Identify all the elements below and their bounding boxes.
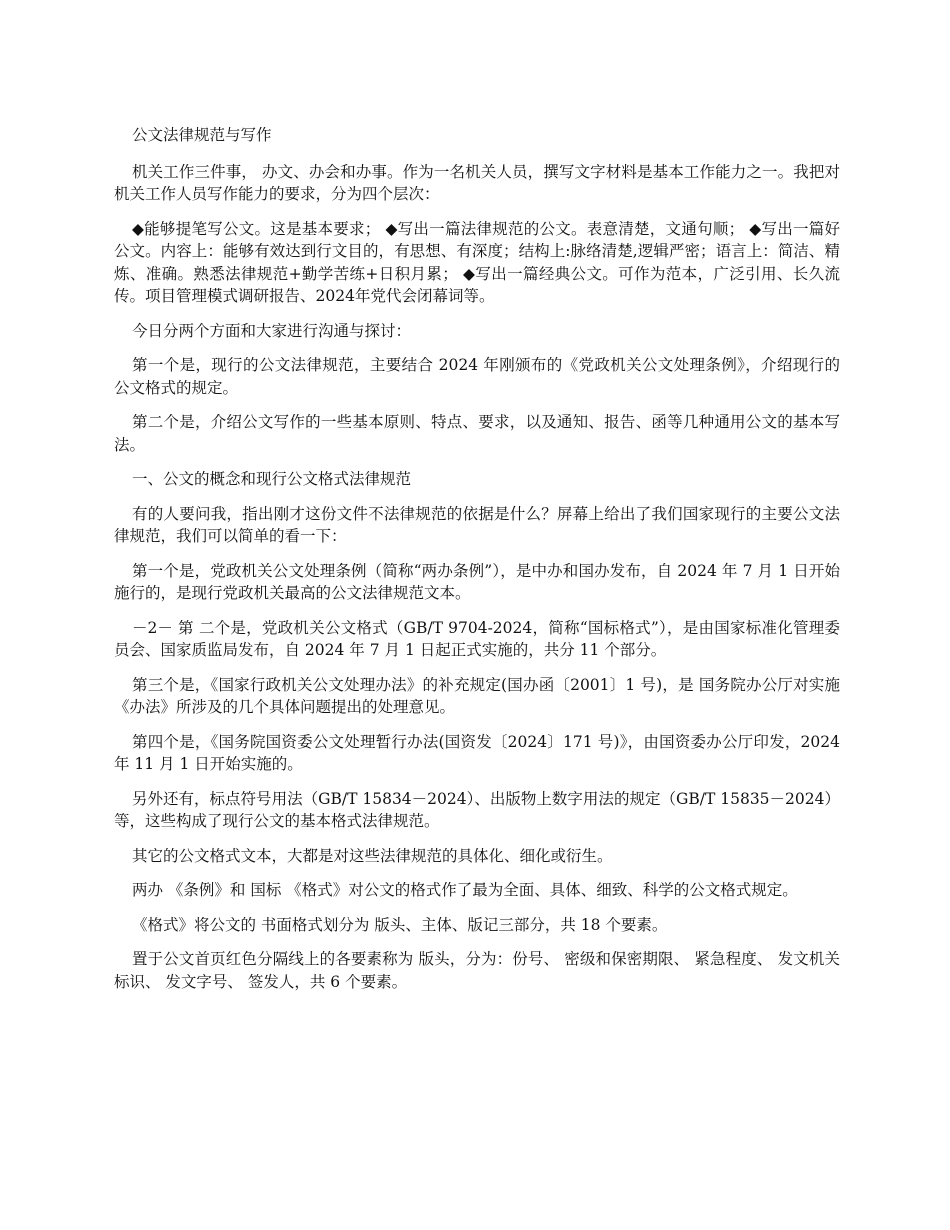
paragraph-1: 机关工作三件事， 办文、办会和办事。作为一名机关人员，撰写文字材料是基本工作能力之一。我把对机关工作人员写作能力的要求，分为四个层次： [114, 162, 840, 203]
document-title: 公文法律规范与写作 [132, 126, 272, 144]
paragraph-11: 第四个是，《国务院国资委公文处理暂行办法(国资发〔2024〕171 号)》，由国资委办公厅印发，2024 年 11 月 1 日开始实施的。 [114, 732, 840, 773]
paragraph-3: 今日分两个方面和大家进行沟通与探讨： [132, 321, 412, 340]
paragraph-16: 置于公文首页红色分隔线上的各要素称为 版头，分为：份号、 密级和保密期限、 紧急程度、 发文机关标识、 发文字号、 签发人，共 6 个要素。 [114, 950, 840, 991]
paragraph-15: 《格式》将公文的 书面格式划分为 版头、主体、版记三部分，共 18 个要素。 [132, 915, 668, 934]
paragraph-14: 两办 《条例》和 国标 《格式》对公文的格式作了最为全面、具体、细致、科学的公文格式规定。 [132, 881, 798, 899]
paragraph-13: 其它的公文格式文本，大都是对这些法律规范的具体化、细化或衍生。 [132, 846, 613, 865]
paragraph-7: 有的人要问我，指出刚才这份文件不法律规范的依据是什么？屏幕上给出了我们国家现行的主要公文法律规范，我们可以简单的看一下： [114, 504, 840, 545]
paragraph-9: －2－ 第 二个是，党政机关公文格式（GB/T 9704-2024，简称“国标格式”），是由国家标准化管理委员会、国家质监局发布，自 2024 年 7 月 1 日起正式实施的，共分 11 个部分。 [114, 618, 840, 659]
paragraph-4: 第一个是，现行的公文法律规范，主要结合 2024 年刚颁布的《党政机关公文处理条例》，介绍现行的公文格式的规定。 [114, 356, 840, 397]
paragraph-8: 第一个是，党政机关公文处理条例（简称“两办条例”），是中办和国办发布，自 2024 年 7 月 1 日开始施行的，是现行党政机关最高的公文法律规范文本。 [114, 561, 840, 602]
paragraph-12: 另外还有，标点符号用法（GB/T 15834－2024）、出版物上数字用法的规定（GB/T 15835－2024）等，这些构成了现行公文的基本格式法律规范。 [114, 789, 840, 830]
paragraph-10: 第三个是，《国家行政机关公文处理办法》的补充规定(国办函〔2001〕1 号)，是 国务院办公厅对实施《办法》所涉及的几个具体问题提出的处理意见。 [114, 675, 840, 716]
paragraph-5: 第二个是，介绍公文写作的一些基本原则、特点、要求，以及通知、报告、函等几种通用公文的基本写法。 [114, 413, 840, 454]
section-heading: 一、公文的概念和现行公文格式法律规范 [132, 470, 412, 488]
paragraph-2: ◆能够提笔写公文。这是基本要求； ◆写出一篇法律规范的公文。表意清楚，文通句顺； ◆写出一篇好公文。内容上：能够有效达到行文目的，有思想、有深度；结构上:脉络清楚,逻辑严密；语言上：简洁、精炼、准确。熟悉法律规范+勤学苦练+日积月累； ◆写出一篇经典公文。可作为范本，广泛引用、长久流传。项目管理模式调研报告、2024年党代会闭幕词等。 [114, 219, 840, 305]
